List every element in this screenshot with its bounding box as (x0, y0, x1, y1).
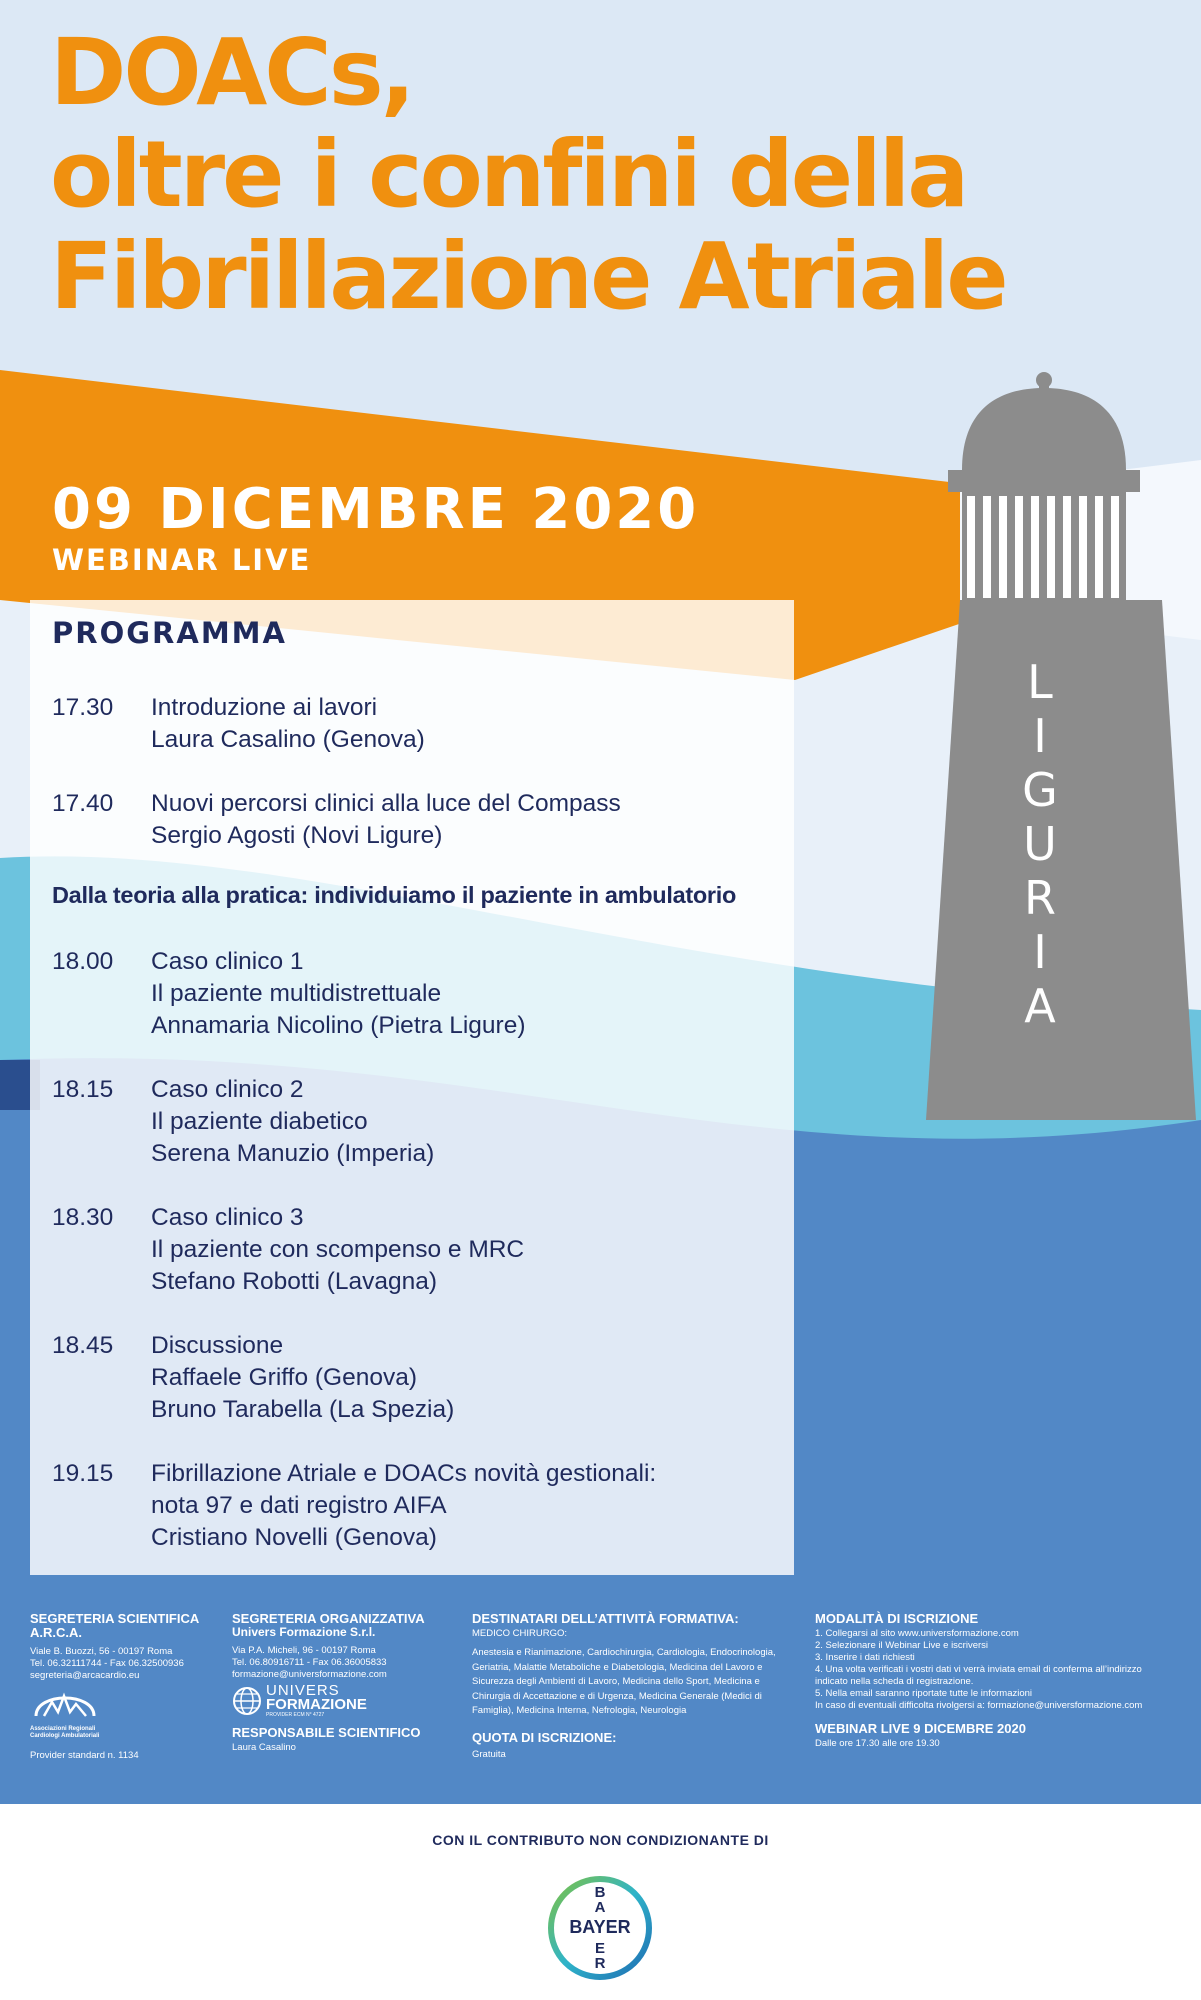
bayer-logo-vertical-letter: A (594, 1899, 606, 1916)
session-line: Serena Manuzio (Imperia) (151, 1140, 435, 1167)
audience-info (472, 1612, 802, 1761)
email-line: segreteria@arcacardio.eu (30, 1670, 140, 1681)
registration-contact: In caso di eventuali difficolta rivolgersi a: formazione@universformazione.com (815, 1700, 1143, 1711)
region-letter: I (1033, 709, 1047, 763)
univers-logo-word2: FORMAZIONE (266, 1696, 367, 1713)
session-line: Nuovi percorsi clinici alla luce del Compass (151, 790, 621, 817)
session-line: Il paziente con scompenso e MRC (151, 1236, 525, 1263)
region-letter: R (1024, 871, 1056, 925)
session-line: Raffaele Griffo (Genova) (151, 1364, 418, 1391)
scientific-lead-name: Laura Casalino (232, 1742, 296, 1753)
organizing-secretariat-org: Univers Formazione S.r.l. (232, 1625, 376, 1639)
session-time: 18.00 (52, 948, 114, 975)
registration-step: 4. Una volta verificati i vostri dati vi verrà inviata email di conferma all’indirizzo (815, 1664, 1142, 1675)
session-details (151, 788, 781, 852)
session-line: Il paziente multidistrettuale (151, 980, 442, 1007)
session-line: Cristiano Novelli (Genova) (151, 1524, 437, 1551)
title-line-1: DOACs, (50, 19, 413, 126)
session-line: Bruno Tarabella (La Spezia) (151, 1396, 455, 1423)
address-line: Via P.A. Micheli, 96 - 00197 Roma (232, 1645, 376, 1656)
program-panel (30, 600, 794, 1575)
webinar-hours: Dalle ore 17.30 alle ore 19.30 (815, 1738, 940, 1749)
title-line-2: oltre i confini della (50, 121, 967, 228)
region-label (1015, 655, 1065, 1033)
session-details (151, 1074, 781, 1170)
region-letter: G (1022, 763, 1058, 817)
session-time: 18.15 (52, 1076, 114, 1103)
bayer-logo (547, 1875, 653, 1981)
session-line: Caso clinico 2 (151, 1076, 304, 1103)
audience-line: Famiglia), Medicina Interna, Nefrologia, Neurologia (472, 1705, 687, 1716)
registration-heading: MODALITÀ DI ISCRIZIONE (815, 1611, 979, 1626)
session-time: 17.40 (52, 790, 114, 817)
session-line: Discussione (151, 1332, 284, 1359)
session-time: 17.30 (52, 694, 114, 721)
session-line: Introduzione ai lavori (151, 694, 378, 721)
program-heading: PROGRAMMA (52, 616, 287, 650)
region-letter: L (1027, 655, 1053, 709)
globe-icon (232, 1686, 262, 1716)
organizing-secretariat-heading: SEGRETERIA ORGANIZZATIVA (232, 1611, 425, 1626)
event-date: 09 DICEMBRE 2020 (52, 477, 700, 542)
session-details (151, 946, 781, 1042)
session-line: Stefano Robotti (Lavagna) (151, 1268, 438, 1295)
scientific-secretariat-org: A.R.C.A. (30, 1625, 82, 1640)
audience-line: Chirurgia di Accettazione e di Urgenza, Medicina Generale (Medici di (472, 1690, 762, 1702)
session-line: Annamaria Nicolino (Pietra Ligure) (151, 1012, 526, 1039)
session-details (151, 692, 781, 756)
region-letter: I (1033, 925, 1047, 979)
session-time: 19.15 (52, 1460, 114, 1487)
bayer-logo-vertical-letter: E (594, 1940, 606, 1957)
main-title (50, 19, 1180, 330)
univers-logo-sub: PROVIDER ECM N° 4727 (266, 1712, 325, 1718)
registration-step: 2. Selezionare il Webinar Live e iscriversi (815, 1640, 989, 1651)
session-line: Sergio Agosti (Novi Ligure) (151, 822, 443, 849)
arca-logo-mark (30, 1686, 100, 1722)
arca-logo (30, 1686, 120, 1740)
program-section-title: Dalla teoria alla pratica: individuiamo il paziente in ambulatorio (52, 882, 737, 908)
sponsor-text: CON IL CONTRIBUTO NON CONDIZIONANTE DI (432, 1832, 769, 1848)
scientific-secretariat-heading: SEGRETERIA SCIENTIFICA (30, 1611, 200, 1626)
audience-line: Geriatria, Malattie Metaboliche e Diabetologia, Medicina del Lavoro e (472, 1661, 763, 1673)
provider-number: Provider standard n. 1134 (30, 1750, 139, 1761)
audience-subheading: MEDICO CHIRURGO: (472, 1628, 567, 1639)
title-line-3: Fibrillazione Atriale (50, 223, 1006, 330)
audience-line: Sicurezza degli Ambienti di Lavoro, Medicina dello Sport, Medicina e (472, 1676, 760, 1687)
event-format: WEBINAR LIVE (52, 543, 312, 577)
bayer-logo-horizontal: BAYER (569, 1917, 631, 1937)
univers-logo (232, 1684, 452, 1718)
region-letter: U (1023, 817, 1057, 871)
webinar-date-heading: WEBINAR LIVE 9 DICEMBRE 2020 (815, 1721, 1026, 1736)
session-line: nota 97 e dati registro AIFA (151, 1492, 447, 1519)
session-line: Caso clinico 3 (151, 1204, 304, 1231)
session-line: Laura Casalino (Genova) (151, 726, 425, 753)
univers-logo-word1: UNIVERS (266, 1682, 340, 1699)
region-letter: A (1024, 979, 1056, 1033)
session-time: 18.45 (52, 1332, 114, 1359)
organizing-secretariat (232, 1612, 452, 1754)
registration-step: 3. Inserire i dati richiesti (815, 1652, 915, 1663)
fee-heading: QUOTA DI ISCRIZIONE: (472, 1729, 617, 1745)
audience-line: Anestesia e Rianimazione, Cardiochirurgia, Cardiologia, Endocrinologia, (472, 1647, 776, 1658)
phone-line: Tel. 06.80916711 - Fax 06.36005833 (232, 1657, 387, 1668)
arca-logo-text: Associazioni Regionali Cardiologi Ambulatoriali (30, 1726, 100, 1739)
scientific-secretariat (30, 1612, 230, 1762)
fee-value: Gratuita (472, 1748, 506, 1760)
bayer-logo-vertical-letter: R (594, 1955, 606, 1972)
registration-info (815, 1612, 1185, 1750)
lighthouse-finial-ball (1036, 372, 1052, 388)
session-line: Fibrillazione Atriale e DOACs novità gestionali: (151, 1460, 657, 1487)
registration-step: 5. Nella email saranno riportate tutte le informazioni (815, 1688, 1033, 1699)
session-line: Caso clinico 1 (151, 948, 304, 975)
phone-line: Tel. 06.32111744 - Fax 06.32500936 (30, 1658, 184, 1669)
session-details (151, 1202, 781, 1298)
email-line: formazione@universformazione.com (232, 1669, 387, 1680)
session-details (151, 1458, 781, 1554)
address-line: Viale B. Buozzi, 56 - 00197 Roma (30, 1646, 173, 1657)
lighthouse-gallery (948, 470, 1140, 492)
registration-step: indicato nella scheda di registrazione. (815, 1676, 974, 1687)
session-time: 18.30 (52, 1204, 114, 1231)
registration-step: 1. Collegarsi al sito www.universformazione.com (815, 1628, 1019, 1639)
audience-heading: DESTINATARI DELL’ATTIVITÀ FORMATIVA: (472, 1611, 739, 1626)
bayer-logo-vertical-letter: B (594, 1884, 606, 1901)
session-line: Il paziente diabetico (151, 1108, 368, 1135)
session-details (151, 1330, 781, 1426)
scientific-lead-heading: RESPONSABILE SCIENTIFICO (232, 1725, 421, 1740)
univers-logo-text (266, 1684, 367, 1718)
